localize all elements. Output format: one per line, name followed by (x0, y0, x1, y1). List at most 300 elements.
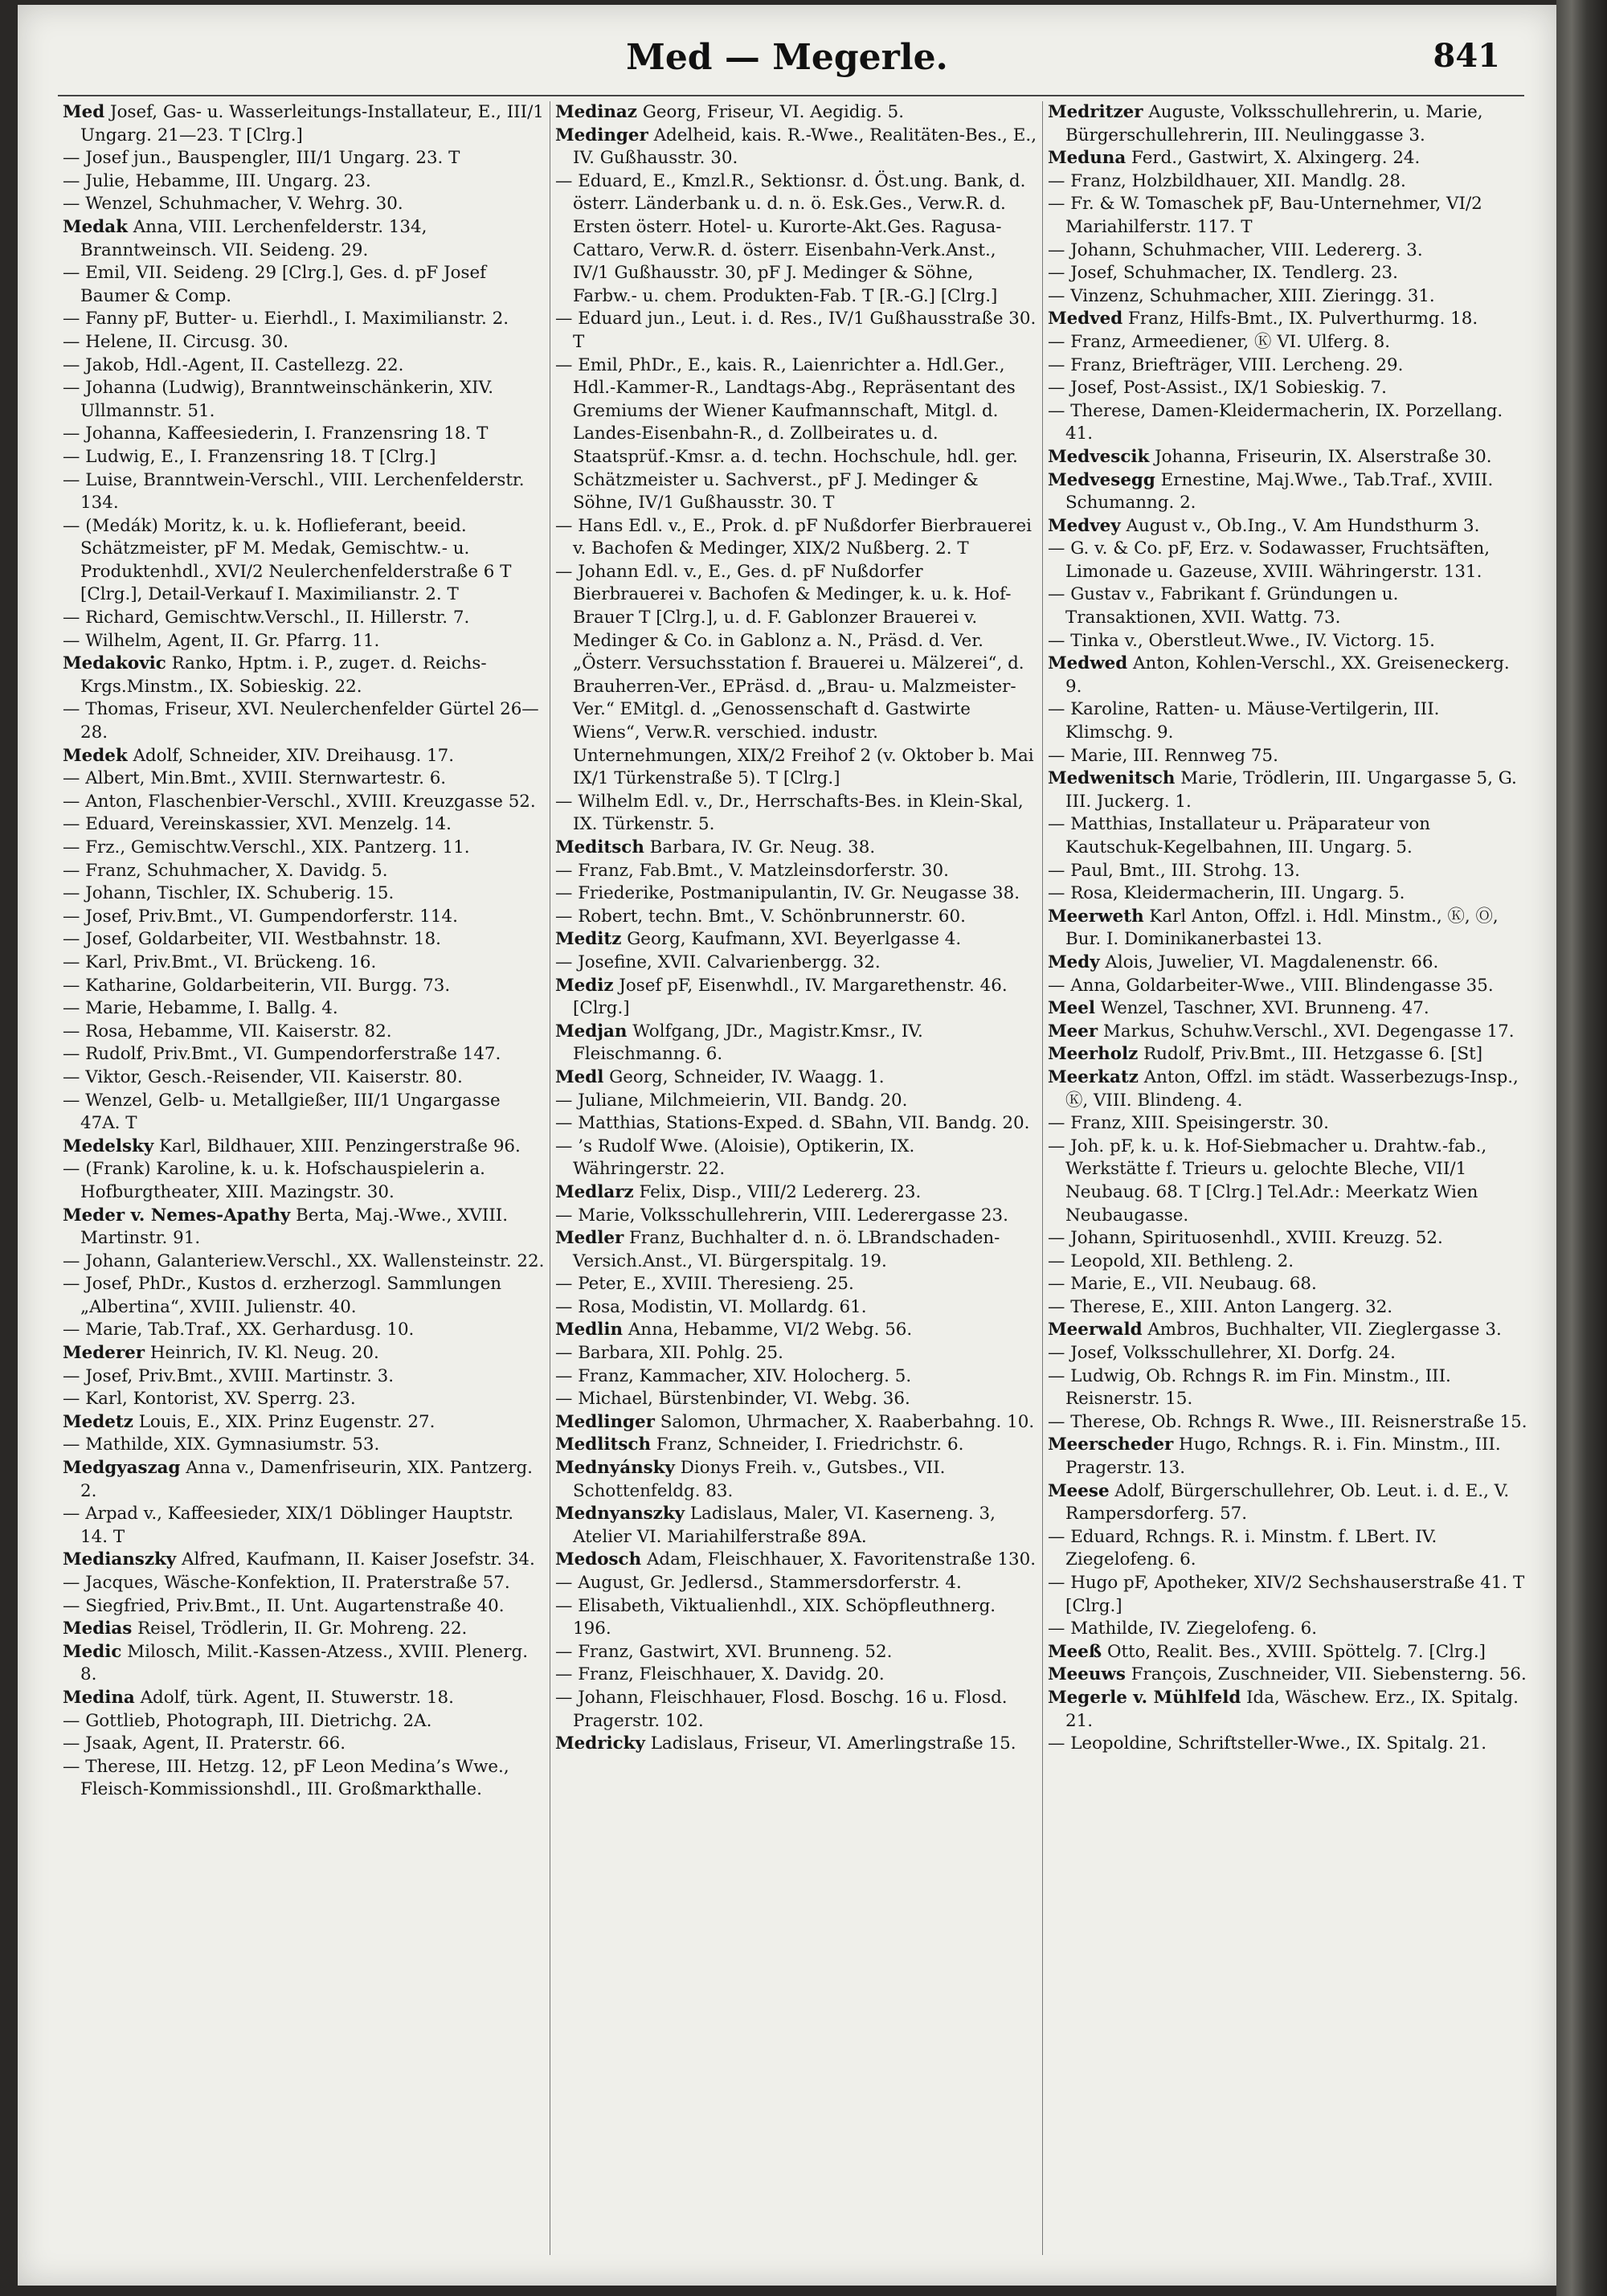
entry-text: Josef pF, Eisenwhdl., IV. Margarethenstr. 46. [Clrg.] (573, 975, 1008, 1019)
entry-text: — Marie, E., VII. Neubaug. 68. (1048, 1274, 1317, 1295)
directory-entry (1048, 285, 1531, 309)
directory-entry (1048, 469, 1531, 515)
entry-text: — Fr. & W. Tomaschek pF, Bau-Unternehmer, VI/2 Mariahilferstr. 117. T (1048, 194, 1482, 237)
entry-text: Anton, Offzl. im städt. Wasserbezugs-Insp., Ⓚ, VIII. Blindeng. 4. (1065, 1066, 1519, 1111)
directory-entry (63, 1365, 545, 1389)
entry-text: — Franz, Armeediener, Ⓚ VI. Ulferg. 8. (1048, 331, 1391, 352)
entry-text: — Rosa, Modistin, VI. Mollardg. 61. (555, 1296, 867, 1317)
directory-entry (555, 1595, 1037, 1641)
entry-text: — Marie, III. Rennweg 75. (1048, 745, 1278, 766)
entry-text: — Vinzenz, Schuhmacher, XIII. Zieringg. 31. (1048, 285, 1435, 306)
entry-text: Karl Anton, Offzl. i. Hdl. Minstm., Ⓚ, Ⓞ, Bur. I. Dominikanerbastei 13. (1065, 906, 1499, 950)
directory-entry (63, 1090, 545, 1136)
entry-headword: Medinaz (555, 102, 637, 122)
directory-entry (1048, 698, 1531, 744)
page-header (18, 37, 1556, 93)
entry-text: Marie, Trödlerin, III. Ungargasse 5, G. III. Juckerg. 1. (1065, 768, 1517, 812)
entry-text: — Ludwig, E., I. Franzensring 18. T [Clrg.] (63, 446, 436, 467)
directory-entry (1048, 1227, 1531, 1250)
entry-headword: Medvescik (1048, 446, 1150, 467)
entry-text: Markus, Schuhw.Verschl., XVI. Degengasse 17. (1098, 1021, 1515, 1042)
directory-entry (1048, 767, 1531, 813)
directory-entry (1048, 1021, 1531, 1044)
directory-entry (555, 791, 1037, 837)
entry-text: — Michael, Bürstenbinder, VI. Webg. 36. (555, 1389, 910, 1410)
directory-entry (1048, 1434, 1531, 1480)
entry-headword: Medwenitsch (1048, 768, 1176, 789)
directory-entry (555, 125, 1037, 170)
entry-text: — Leopoldine, Schriftsteller-Wwe., IX. Spitalg. 21. (1048, 1733, 1487, 1754)
entry-text: Georg, Schneider, IV. Waagg. 1. (603, 1066, 885, 1087)
directory-entry (1048, 1273, 1531, 1296)
directory-entry (63, 1687, 545, 1710)
entry-text: Alois, Juwelier, VI. Magdalenenstr. 66. (1099, 952, 1439, 972)
directory-entry (555, 515, 1037, 561)
directory-entry (63, 262, 545, 308)
directory-entry (1048, 1043, 1531, 1066)
entry-text: — Viktor, Gesch.-Reisender, VII. Kaiserstr. 80. (63, 1066, 463, 1087)
entry-text: — Elisabeth, Viktualienhdl., XIX. Schöpfleuthnerg. 196. (555, 1595, 996, 1639)
entry-text: — Josef, Post-Assist., IX/1 Sobieskig. 7. (1048, 378, 1387, 399)
entry-text: Franz, Buchhalter d. n. ö. LBrandschaden-Versich.Anst., VI. Bürgerspitalg. 19. (573, 1228, 1000, 1271)
page-number: 841 (1433, 37, 1500, 75)
entry-text: — Emil, VII. Seideng. 29 [Clrg.], Ges. d. pF Josef Baumer & Comp. (63, 263, 487, 306)
directory-entry (63, 354, 545, 378)
directory-entry (63, 1066, 545, 1090)
directory-entry (1048, 147, 1531, 170)
entry-text: Ambros, Buchhalter, VII. Zieglergasse 3. (1142, 1320, 1502, 1340)
directory-entry (555, 1021, 1037, 1066)
entry-headword: Mednyanszky (555, 1504, 685, 1525)
entry-text: — Therese, Ob. Rchngs R. Wwe., III. Reisnerstraße 15. (1048, 1411, 1527, 1432)
entry-headword: Mediz (555, 975, 614, 996)
directory-entry (63, 607, 545, 630)
directory-entry (1048, 1618, 1531, 1641)
entry-text: — Mathilde, XIX. Gymnasiumstr. 53. (63, 1434, 380, 1455)
directory-entry (1048, 170, 1531, 194)
directory-entry (1048, 446, 1531, 469)
entry-text: — Josef, Priv.Bmt., VI. Gumpendorferstr. 114. (63, 906, 458, 927)
entry-text: — Hans Edl. v., E., Prok. d. pF Nußdorfer Bierbrauerei v. Bachofen & Medinger, XIX/2 Nußberg. 2. T (555, 515, 1032, 559)
entry-headword: Meditsch (555, 837, 644, 857)
directory-page (18, 5, 1556, 2286)
directory-entry (555, 860, 1037, 883)
directory-entry (63, 1618, 545, 1641)
directory-entry (63, 1043, 545, 1066)
entry-text: Adolf, Bürgerschullehrer, Ob. Leut. i. d. E., V. Rampersdorferg. 57. (1065, 1480, 1510, 1525)
entry-text: Georg, Kaufmann, XVI. Beyerlgasse 4. (621, 929, 962, 950)
entry-text: Johanna, Friseurin, IX. Alserstraße 30. (1149, 446, 1492, 467)
entry-text: Ladislaus, Friseur, VI. Amerlingstraße 15. (644, 1733, 1016, 1754)
entry-text: — Matthias, Stations-Exped. d. SBahn, VII. Bandg. 20. (555, 1113, 1030, 1134)
entry-text: — ’s Rudolf Wwe. (Aloisie), Optikerin, IX. Währingerstr. 22. (555, 1136, 915, 1180)
directory-entry (63, 630, 545, 653)
entry-headword: Meel (1048, 998, 1096, 1019)
entry-text: — Arpad v., Kaffeesieder, XIX/1 Döblinger Hauptstr. 14. T (63, 1504, 514, 1547)
directory-entry (1048, 1480, 1531, 1526)
directory-entry (555, 906, 1037, 929)
entry-text: — Robert, techn. Bmt., V. Schönbrunnerstr. 60. (555, 906, 966, 927)
directory-entry (555, 1503, 1037, 1549)
directory-entry (1048, 1365, 1531, 1411)
directory-columns (58, 101, 1536, 2255)
entry-headword: Medlinger (555, 1411, 655, 1432)
entry-text: Alfred, Kaufmann, II. Kaiser Josefstr. 34. (176, 1549, 535, 1570)
entry-headword: Meer (1048, 1021, 1098, 1042)
directory-entry (63, 1756, 545, 1802)
entry-text: — Peter, E., XVIII. Theresieng. 25. (555, 1274, 854, 1295)
entry-text: François, Zuschneider, VII. Siebensterng. 56. (1125, 1664, 1527, 1685)
entry-text: — Jakob, Hdl.-Agent, II. Castellezg. 22. (63, 354, 404, 375)
entry-headword: Medias (63, 1619, 133, 1639)
directory-entry (63, 1411, 545, 1434)
directory-entry (555, 1205, 1037, 1228)
directory-entry (1048, 1319, 1531, 1342)
entry-text: Dionys Freih. v., Gutsbes., VII. Schottenfeldg. 83. (573, 1458, 946, 1501)
directory-entry (63, 331, 545, 354)
entry-text: — Luise, Branntwein-Verschl., VIII. Lerchenfelderstr. 134. (63, 469, 525, 514)
entry-text: — Gottlieb, Photograph, III. Dietrichg. 2A. (63, 1710, 432, 1731)
entry-headword: Medianszky (63, 1549, 177, 1570)
entry-text: — Paul, Bmt., III. Strohg. 13. (1048, 860, 1300, 881)
directory-entry (63, 975, 545, 998)
directory-entry (63, 1158, 545, 1204)
entry-text: Anton, Kohlen-Verschl., XX. Greiseneckerg. 9. (1065, 653, 1510, 697)
directory-entry (555, 1549, 1037, 1572)
entry-headword: Medakovic (63, 653, 166, 674)
directory-entry (555, 1136, 1037, 1181)
directory-entry (1048, 308, 1531, 331)
directory-entry (1048, 1572, 1531, 1618)
directory-entry (63, 653, 545, 698)
directory-entry (63, 1342, 545, 1365)
entry-headword: Medosch (555, 1549, 642, 1570)
entry-text: — Eduard, Vereinskassier, XVI. Menzelg. 14. (63, 814, 452, 835)
directory-entry (555, 1296, 1037, 1320)
entry-text: — Josef, Goldarbeiter, VII. Westbahnstr. 18. (63, 929, 441, 950)
directory-entry (63, 1319, 545, 1342)
entry-text: — Franz, Schuhmacher, X. Davidg. 5. (63, 860, 388, 881)
entry-text: — Mathilde, IV. Ziegelofeng. 6. (1048, 1619, 1318, 1639)
entry-headword: Medinger (555, 125, 648, 145)
running-head: Med — Megerle. (626, 37, 948, 78)
directory-entry (555, 101, 1037, 125)
directory-entry (555, 882, 1037, 906)
directory-entry (63, 791, 545, 814)
entry-headword: Mederer (63, 1343, 145, 1364)
entry-text: Rudolf, Priv.Bmt., III. Hetzgasse 6. [St] (1138, 1044, 1483, 1065)
entry-text: — Johann, Fleischhauer, Flosd. Boschg. 16 u. Flosd. Pragerstr. 102. (555, 1687, 1008, 1731)
directory-entry (555, 1319, 1037, 1342)
entry-headword: Medvesegg (1048, 469, 1155, 490)
entry-text: — Johanna (Ludwig), Branntweinschänkerin, XIV. Ullmannstr. 51. (63, 378, 494, 421)
entry-text: Ladislaus, Maler, VI. Kaserneng. 3, Atelier VI. Mariahilferstraße 89A. (573, 1504, 996, 1547)
entry-text: — Matthias, Installateur u. Präparateur von Kautschuk-Kegelbahnen, III. Ungarg. 5. (1048, 814, 1430, 857)
entry-text: — Albert, Min.Bmt., XVIII. Sternwartestr. 6. (63, 768, 447, 789)
directory-entry (555, 1687, 1037, 1733)
directory-entry (1048, 1066, 1531, 1112)
directory-entry (555, 928, 1037, 952)
directory-entry (555, 1388, 1037, 1411)
directory-entry (555, 1365, 1037, 1389)
directory-entry (555, 837, 1037, 860)
entry-text: — Tinka v., Oberstleut.Wwe., IV. Victorg. 15. (1048, 630, 1435, 651)
directory-entry (1048, 906, 1531, 952)
directory-entry (555, 1181, 1037, 1205)
directory-entry (555, 1664, 1037, 1687)
entry-text: — Fanny pF, Butter- u. Eierhdl., I. Maximilianstr. 2. (63, 309, 509, 329)
entry-text: — Johann, Spirituosenhdl., XVIII. Kreuzg. 52. (1048, 1228, 1443, 1249)
directory-entry (1048, 630, 1531, 653)
directory-entry (63, 1434, 545, 1457)
entry-headword: Megerle v. Mühlfeld (1048, 1687, 1241, 1708)
entry-text: Berta, Maj.-Wwe., XVIII. Martinstr. 91. (80, 1205, 509, 1249)
entry-text: — Franz, Briefträger, VIII. Lercheng. 29. (1048, 354, 1404, 375)
entry-text: Ranko, Hptm. i. P., zugет. d. Reichs-Krgs.Minstm., IX. Sobieskig. 22. (80, 653, 487, 697)
entry-text: — Josef, Priv.Bmt., XVIII. Martinstr. 3. (63, 1365, 395, 1386)
entry-text: — Leopold, XII. Bethleng. 2. (1048, 1250, 1294, 1271)
directory-entry (1048, 1526, 1531, 1572)
entry-text: — Thomas, Friseur, XVI. Neulerchenfelder Gürtel 26—28. (63, 699, 539, 743)
entry-text: Barbara, IV. Gr. Neug. 38. (644, 837, 876, 857)
entry-text: Salomon, Uhrmacher, X. Raaberbahng. 10. (654, 1411, 1035, 1432)
book-edge (1556, 0, 1607, 2296)
directory-entry (63, 837, 545, 860)
entry-text: — Ludwig, Ob. Rchngs R. im Fin. Minstm., III. Reisnerstr. 15. (1048, 1365, 1451, 1410)
directory-entry (555, 975, 1037, 1021)
directory-entry (63, 446, 545, 469)
entry-text: — Therese, Damen-Kleidermacherin, IX. Porzellang. 41. (1048, 400, 1503, 444)
entry-headword: Meeuws (1048, 1664, 1126, 1685)
directory-entry (1048, 262, 1531, 285)
entry-text: — Joh. pF, k. u. k. Hof-Siebmacher u. Drahtw.-fab., Werkstätte f. Trieurs u. gelochte Bleche, VII/1 Neubaug. 68. T [Clrg.] Tel.Adr.: Meerkatz Wien Neubaugasse. (1048, 1136, 1487, 1226)
directory-entry (1048, 354, 1531, 378)
entry-headword: Meeß (1048, 1641, 1102, 1662)
entry-text: Franz, Hilfs-Bmt., IX. Pulverthurmg. 18. (1122, 309, 1478, 329)
directory-entry (63, 860, 545, 883)
directory-entry (63, 1595, 545, 1619)
entry-headword: Meese (1048, 1480, 1110, 1501)
entry-headword: Medic (63, 1641, 122, 1662)
entry-text: Ernestine, Maj.Wwe., Tab.Traf., XVIII. Schumanng. 2. (1065, 469, 1494, 514)
directory-entry (1048, 538, 1531, 583)
entry-text: Reisel, Trödlerin, II. Gr. Mohreng. 22. (132, 1619, 468, 1639)
directory-entry (1048, 101, 1531, 147)
entry-text: — Josef, Schuhmacher, IX. Tendlerg. 23. (1048, 263, 1398, 284)
column-2 (550, 101, 1043, 2255)
entry-text: — Wenzel, Schuhmacher, V. Wehrg. 30. (63, 194, 403, 215)
entry-text: — Gustav v., Fabrikant f. Gründungen u. Transaktionen, XVII. Wattg. 73. (1048, 584, 1399, 628)
entry-text: — Wilhelm, Agent, II. Gr. Pfarrg. 11. (63, 630, 380, 651)
directory-entry (1048, 997, 1531, 1021)
directory-entry (63, 1021, 545, 1044)
directory-entry (1048, 860, 1531, 883)
entry-headword: Meerholz (1048, 1044, 1139, 1065)
entry-text: — Therese, III. Hetzg. 12, pF Leon Medina’s Wwe., Fleisch-Kommissionshdl., III. Großmarkthalle. (63, 1756, 509, 1800)
directory-entry (555, 561, 1037, 791)
entry-headword: Meduna (1048, 148, 1127, 169)
entry-text: — G. v. & Co. pF, Erz. v. Sodawasser, Fruchtsäften, Limonade u. Gazeuse, XVIII. Währingerstr. 131. (1048, 538, 1490, 582)
directory-entry (63, 767, 545, 791)
entry-text: — Marie, Tab.Traf., XX. Gerhardusg. 10. (63, 1320, 415, 1340)
entry-text: Otto, Realit. Bes., XVIII. Spöttelg. 7. [Clrg.] (1102, 1641, 1486, 1662)
directory-entry (63, 423, 545, 446)
entry-text: — Eduard jun., Leut. i. d. Res., IV/1 Gußhausstraße 30. T (555, 309, 1037, 352)
entry-text: Anna, VIII. Lerchenfelderstr. 134, Branntweinsch. VII. Seideng. 29. (80, 216, 427, 260)
directory-entry (1048, 653, 1531, 698)
directory-entry (63, 101, 545, 147)
entry-headword: Medek (63, 745, 128, 766)
entry-text: Anna, Hebamme, VI/2 Webg. 56. (623, 1320, 913, 1340)
entry-headword: Meerwald (1048, 1320, 1143, 1340)
entry-headword: Medwed (1048, 653, 1128, 674)
entry-text: Karl, Bildhauer, XIII. Penzingerstraße 96. (153, 1136, 521, 1156)
directory-entry (1048, 515, 1531, 538)
entry-text: — Johann, Tischler, IX. Schuberig. 15. (63, 883, 395, 904)
entry-text: — Franz, Kammacher, XIV. Holocherg. 5. (555, 1365, 912, 1386)
entry-text: — Josef, Volksschullehrer, XI. Dorfg. 24. (1048, 1343, 1396, 1364)
entry-text: Franz, Schneider, I. Friedrichstr. 6. (651, 1434, 964, 1455)
entry-text: — Franz, Holzbildhauer, XII. Mandlg. 28. (1048, 170, 1406, 191)
entry-text: — Friederike, Postmanipulantin, IV. Gr. Neugasse 38. (555, 883, 1020, 904)
directory-entry (63, 882, 545, 906)
directory-entry (1048, 1136, 1531, 1227)
entry-headword: Meerscheder (1048, 1434, 1174, 1455)
entry-headword: Medak (63, 216, 128, 237)
entry-text: — Anna, Goldarbeiter-Wwe., VIII. Blindengasse 35. (1048, 975, 1494, 996)
entry-text: — Jsaak, Agent, II. Praterstr. 66. (63, 1733, 346, 1754)
directory-entry (63, 1205, 545, 1250)
directory-entry (555, 1733, 1037, 1756)
directory-entry (555, 1572, 1037, 1595)
entry-text: — Marie, Volksschullehrerin, VIII. Lederergasse 23. (555, 1205, 1008, 1226)
entry-text: — (Medák) Moritz, k. u. k. Hoflieferant, beeid. Schätzmeister, pF M. Medak, Gemischtw.- u. Produktenhdl., XVI/2 Neulerchenfelderstraße 6 T [Clrg.], Detail-Verkauf I. Maximilianstr. 2. T (63, 515, 512, 605)
entry-text: — Jacques, Wäsche-Konfektion, II. Praterstraße 57. (63, 1573, 510, 1593)
entry-text: — Josefine, XVII. Calvarienbergg. 32. (555, 952, 881, 972)
entry-text: Ferd., Gastwirt, X. Alxingerg. 24. (1126, 148, 1421, 169)
entry-text: Anna v., Damenfriseurin, XIX. Pantzerg. 2. (80, 1458, 533, 1501)
directory-entry (63, 147, 545, 170)
directory-entry (1048, 1687, 1531, 1733)
entry-text: — Franz, Fab.Bmt., V. Matzleinsdorferstr. 30. (555, 860, 949, 881)
entry-headword: Medler (555, 1228, 624, 1249)
directory-entry (555, 308, 1037, 354)
entry-headword: Medritzer (1048, 102, 1143, 122)
directory-entry (63, 906, 545, 929)
entry-text: Adolf, türk. Agent, II. Stuwerstr. 18. (134, 1687, 454, 1708)
entry-text: August v., Ob.Ing., V. Am Hundsthurm 3. (1120, 515, 1480, 536)
directory-entry (1048, 813, 1531, 859)
directory-entry (1048, 1296, 1531, 1320)
entry-text: — Helene, II. Circusg. 30. (63, 331, 289, 352)
directory-entry (1048, 1112, 1531, 1136)
header-rule (58, 95, 1524, 96)
entry-text: — Johann, Schuhmacher, VIII. Ledererg. 3. (1048, 239, 1423, 260)
directory-entry (1048, 882, 1531, 906)
entry-text: — Emil, PhDr., E., kais. R., Laienrichter a. Hdl.Ger., Hdl.-Kammer-R., Landtags-Abg., Repräsentant des Gremiums der Wiener Kaufmannschaft, Mitgl. d. Landes-Eisenbahn-R., d. Zollbeirates u. d. Staatsprüf.-Kmsr. a. d. techn. Hochschule, hdl. ger. Schätzmeister u. Sachverst., pF J. Medinger & Söhne, IV/1 Gußhausstr. 30. T (555, 354, 1018, 514)
directory-entry (63, 170, 545, 194)
entry-text: Louis, E., XIX. Prinz Eugenstr. 27. (133, 1411, 435, 1432)
entry-text: — Karoline, Ratten- u. Mäuse-Vertilgerin, III. Klimschg. 9. (1048, 699, 1440, 743)
entry-text: Hugo, Rchngs. R. i. Fin. Minstm., III. Pragerstr. 13. (1065, 1434, 1501, 1479)
entry-text: — Therese, E., XIII. Anton Langerg. 32. (1048, 1296, 1393, 1317)
directory-entry (63, 1572, 545, 1595)
entry-text: — Richard, Gemischtw.Verschl., II. Hillerstr. 7. (63, 608, 470, 628)
directory-entry (63, 1388, 545, 1411)
directory-entry (63, 377, 545, 423)
directory-entry (1048, 1250, 1531, 1274)
directory-entry (555, 1641, 1037, 1664)
directory-entry (63, 515, 545, 607)
directory-entry (63, 1273, 545, 1319)
entry-text: Wenzel, Taschner, XVI. Brunneng. 47. (1095, 998, 1429, 1019)
directory-entry (63, 698, 545, 744)
entry-text: — Eduard, E., Kmzl.R., Sektionsr. d. Öst.ung. Bank, d. österr. Länderbank u. d. n. ö. Esk.Ges., Verw.R. d. Ersten österr. Hotel- u. Kurorte-Akt.Ges. Ragusa-Cattaro, Verw.R. d. österr. Eisenbahn-Verk.Anst., IV/1 Gußhausstr. 30, pF J. Medinger & Söhne, Farbw.- u. chem. Produkten-Fab. T [R.-G.] [Clrg.] (555, 170, 1026, 306)
directory-entry (63, 997, 545, 1021)
entry-text: Auguste, Volksschullehrerin, u. Marie, Bürgerschullehrerin, III. Neulinggasse 3. (1065, 102, 1483, 145)
directory-entry (63, 952, 545, 975)
directory-entry (63, 1549, 545, 1572)
directory-entry (555, 170, 1037, 309)
directory-entry (555, 1434, 1037, 1457)
entry-headword: Meerkatz (1048, 1066, 1139, 1087)
entry-text: — Wilhelm Edl. v., Dr., Herrschafts-Bes. in Klein-Skal, IX. Türkenstr. 5. (555, 791, 1024, 835)
directory-entry (63, 193, 545, 216)
entry-text: — Karl, Kontorist, XV. Sperrg. 23. (63, 1389, 356, 1410)
entry-headword: Medlin (555, 1320, 624, 1340)
entry-text: — (Frank) Karoline, k. u. k. Hofschauspielerin a. Hofburgtheater, XIII. Mazingstr. 30. (63, 1159, 485, 1202)
directory-entry (1048, 745, 1531, 768)
entry-text: Wolfgang, JDr., Magistr.Kmsr., IV. Fleischmanng. 6. (573, 1021, 923, 1065)
directory-entry (63, 928, 545, 952)
directory-entry (1048, 331, 1531, 354)
directory-entry (1048, 1641, 1531, 1664)
entry-text: Adam, Fleischhauer, X. Favoritenstraße 130. (641, 1549, 1037, 1570)
directory-entry (1048, 1733, 1531, 1756)
entry-headword: Meerweth (1048, 906, 1144, 927)
entry-text: — Johann Edl. v., E., Ges. d. pF Nußdorfer Bierbrauerei v. Bachofen & Medinger, k. u. k. Hof-Brauer T [Clrg.], u. d. F. Gablonzer Brauerei v. Medinger & Co. in Gablonz a. N., Präsd. d. Ver. „Österr. Versuchsstation f. Brauerei u. Mälzerei“, d. Brauherren-Ver., EPräsd. d. „Brau- u. Malzmeister-Ver.“ EMitgl. d. „Genossenschaft d. Gastwirte Wiens“, Verw.R. verschied. industr. Unternehmungen, XIX/2 Freihof 2 (v. Oktober b. Mai IX/1 Türkenstraße 5). T [Clrg.] (555, 561, 1034, 789)
directory-entry (555, 1112, 1037, 1136)
directory-entry (63, 469, 545, 515)
entry-headword: Medlarz (555, 1181, 634, 1202)
entry-headword: Medgyaszag (63, 1458, 181, 1479)
directory-entry (555, 1090, 1037, 1113)
directory-entry (63, 308, 545, 331)
entry-headword: Medl (555, 1066, 604, 1087)
entry-text: Adolf, Schneider, XIV. Dreihausg. 17. (127, 745, 455, 766)
directory-entry (555, 952, 1037, 975)
entry-text: — Wenzel, Gelb- u. Metallgießer, III/1 Ungargasse 47A. T (63, 1090, 501, 1134)
entry-text: — Rudolf, Priv.Bmt., VI. Gumpendorferstraße 147. (63, 1044, 501, 1065)
directory-entry (1048, 239, 1531, 263)
entry-text: — Siegfried, Priv.Bmt., II. Unt. Augartenstraße 40. (63, 1595, 505, 1616)
entry-text: — Karl, Priv.Bmt., VI. Brückeng. 16. (63, 952, 377, 972)
directory-entry (555, 1411, 1037, 1434)
entry-headword: Mednyánsky (555, 1458, 675, 1479)
directory-entry (555, 1227, 1037, 1273)
entry-text: — Barbara, XII. Pohlg. 25. (555, 1343, 783, 1364)
directory-entry (1048, 952, 1531, 975)
directory-entry (555, 1342, 1037, 1365)
directory-entry (63, 1641, 545, 1687)
directory-entry (1048, 193, 1531, 239)
entry-headword: Med (63, 102, 105, 122)
directory-entry (555, 1066, 1037, 1090)
directory-entry (555, 1273, 1037, 1296)
entry-text: Felix, Disp., VIII/2 Ledererg. 23. (633, 1181, 922, 1202)
entry-headword: Medvey (1048, 515, 1121, 536)
entry-headword: Medricky (555, 1733, 645, 1754)
